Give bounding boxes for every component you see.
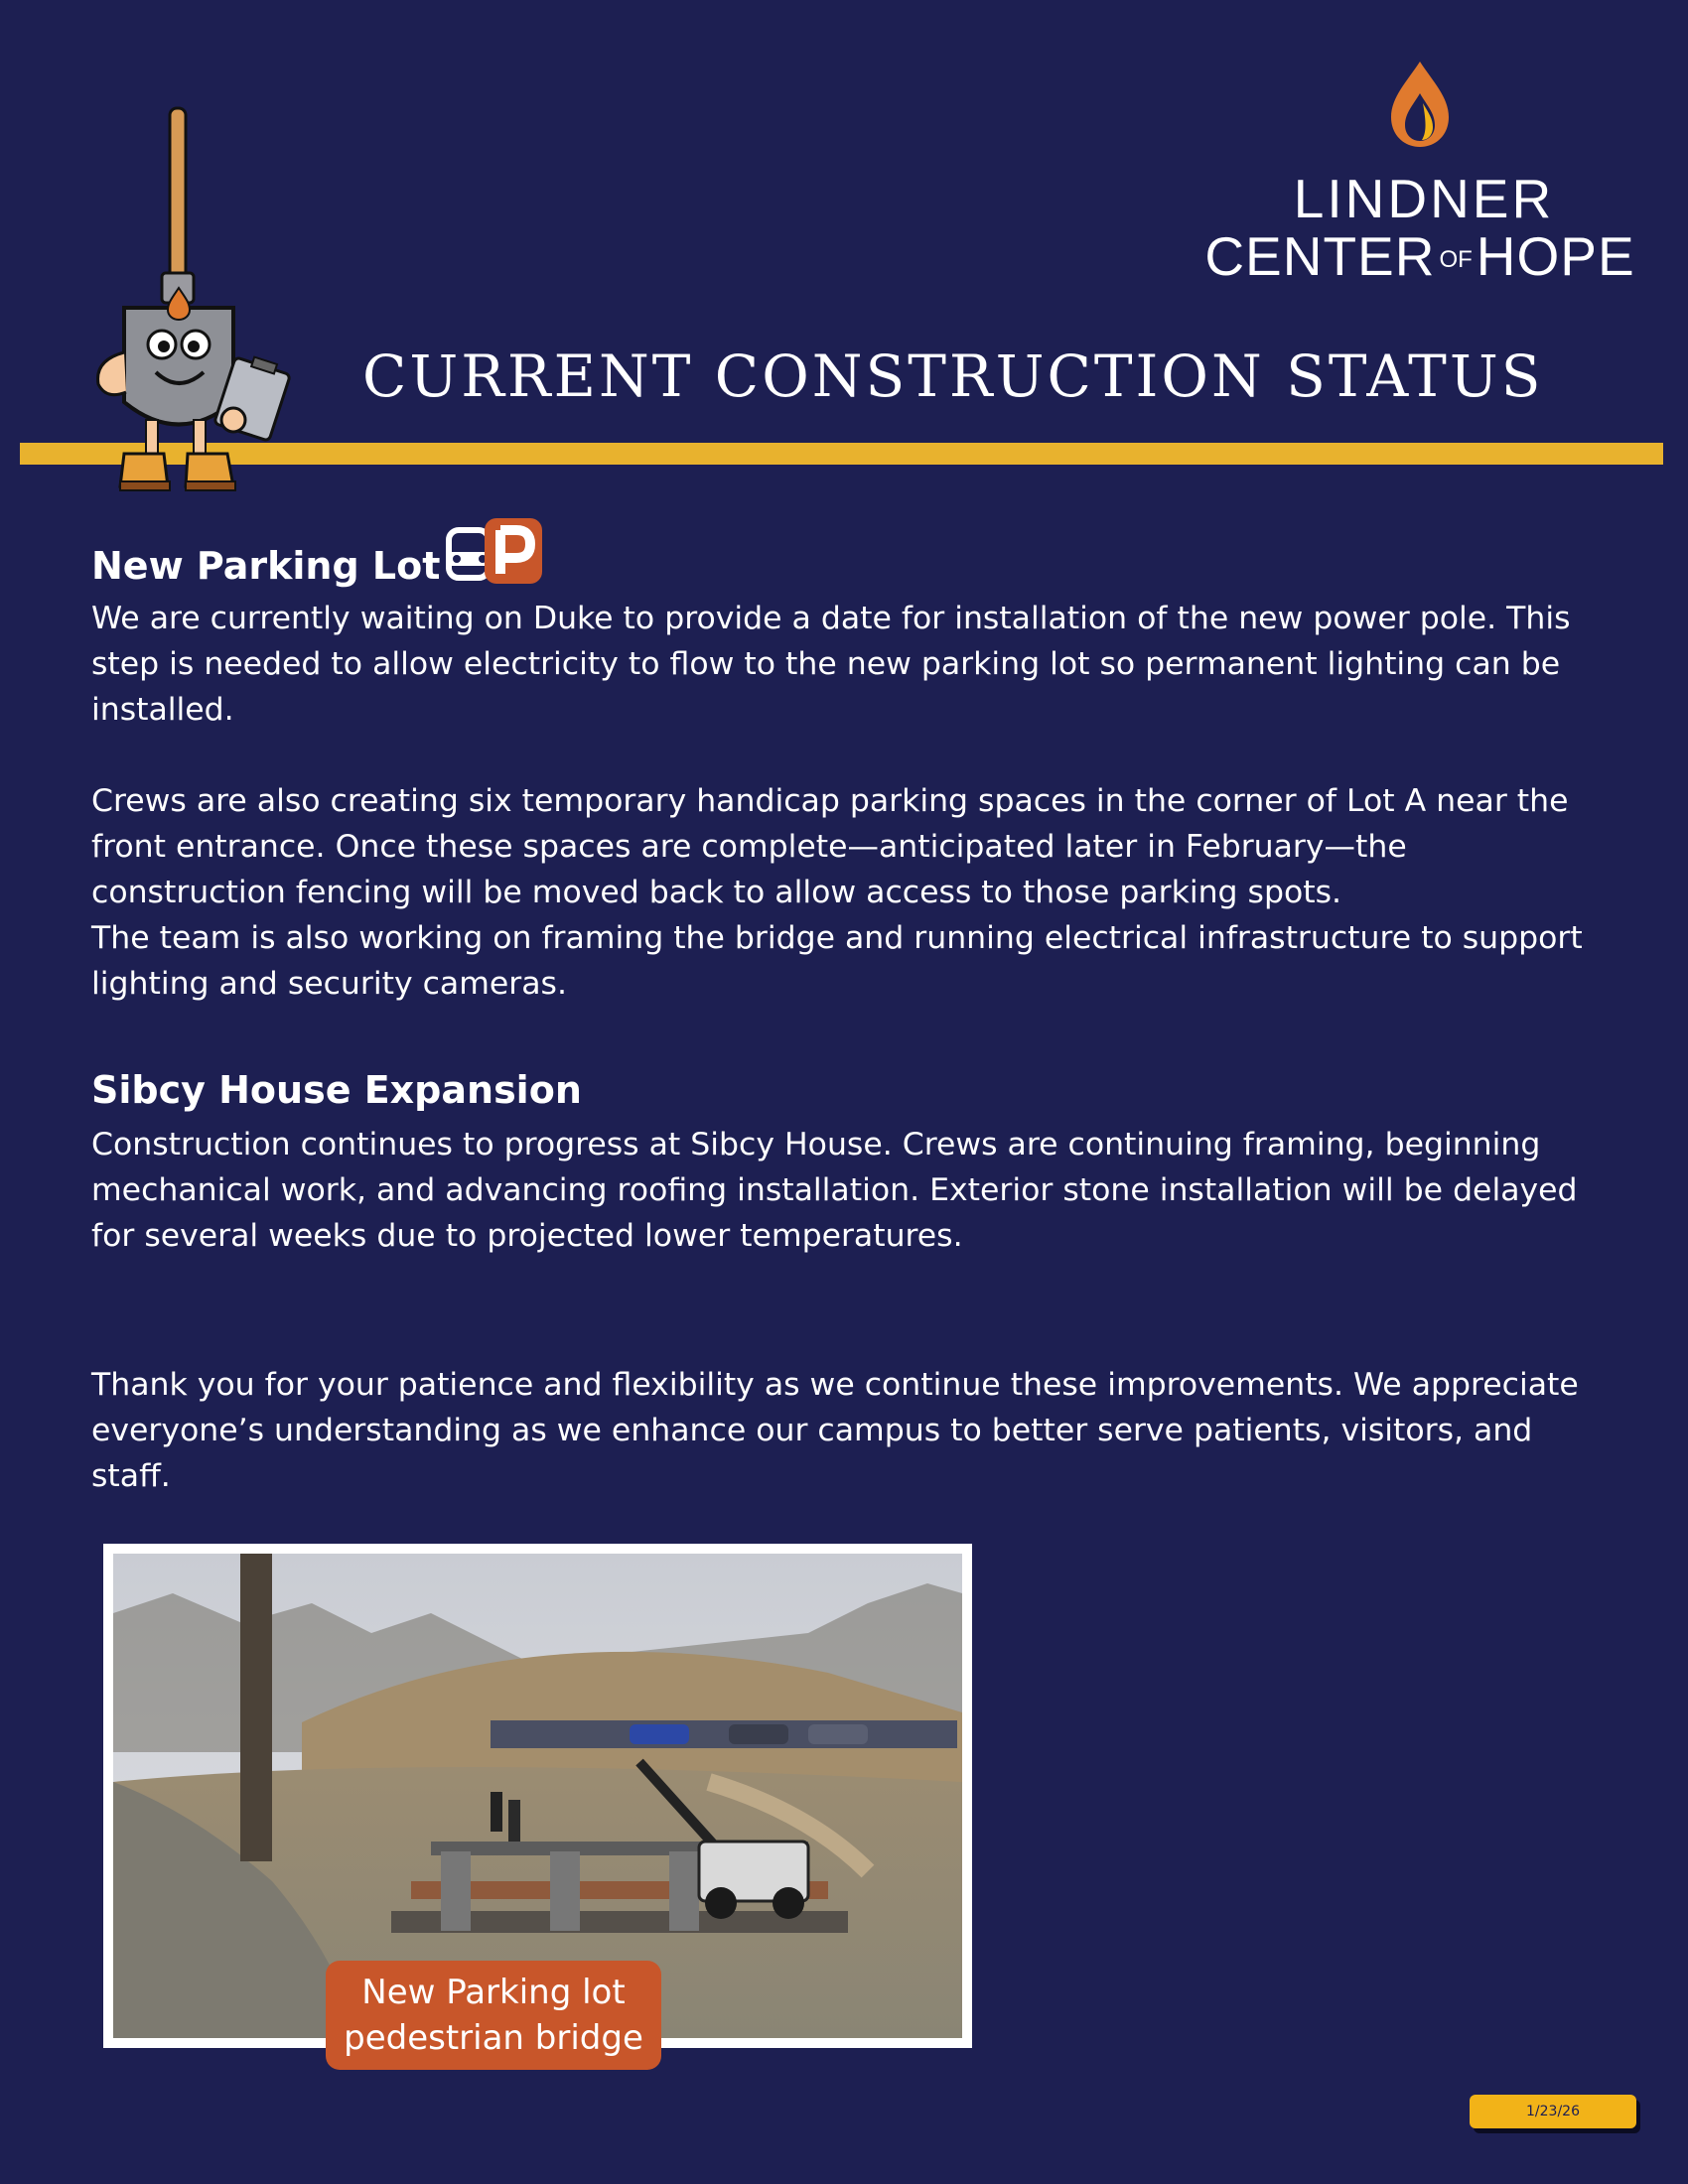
logo-of-text: OF — [1439, 246, 1473, 274]
flame-icon — [1385, 60, 1455, 149]
parking-paragraph-3: The team is also working on framing the bridge and running electrical infrastructure to support lighting and security cameras. — [91, 920, 1583, 1002]
photo-caption — [326, 1961, 661, 2070]
closing-paragraph: Thank you for your patience and flexibility as we continue these improvements. We appreciate everyone’s understanding as we enhance our campus to better serve patients, visitors, and staff. — [91, 1367, 1579, 1494]
date-badge: 1/23/26 — [1470, 2095, 1636, 2128]
lindner-logo — [1196, 60, 1643, 288]
parking-icon — [445, 516, 544, 588]
parking-paragraph-2: Crews are also creating six temporary handicap parking spaces in the corner of Lot A near the front entrance. Once these spaces are complete—anticipated later in February—the construction fencing will be moved back to allow access to those parking spots. — [91, 783, 1569, 910]
logo-center-text: CENTER — [1204, 225, 1436, 287]
sibcy-section-title: Sibcy House Expansion — [91, 1068, 582, 1112]
parking-paragraph-1: We are currently waiting on Duke to provide a date for installation of the new power pole. This step is needed to allow electricity to flow to the new parking lot so permanent lighting can be installed. — [91, 601, 1571, 728]
logo-line1: LINDNER — [1293, 168, 1555, 229]
parking-section-title: New Parking Lot — [91, 544, 441, 588]
sibcy-paragraph: Construction continues to progress at Sibcy House. Crews are continuing framing, beginning mechanical work, and advancing roofing installation. Exterior stone installation will be delayed for several weeks due to projected lower temperatures. — [91, 1127, 1578, 1254]
shovel-mascot-icon — [84, 104, 303, 496]
page-title: CURRENT CONSTRUCTION STATUS — [362, 342, 1544, 410]
logo-hope-text: HOPE — [1476, 225, 1635, 287]
photo-caption-line1: New Parking lot — [361, 1973, 626, 2012]
photo-caption-line2: pedestrian bridge — [344, 2018, 643, 2058]
logo-line2 — [1196, 224, 1643, 288]
